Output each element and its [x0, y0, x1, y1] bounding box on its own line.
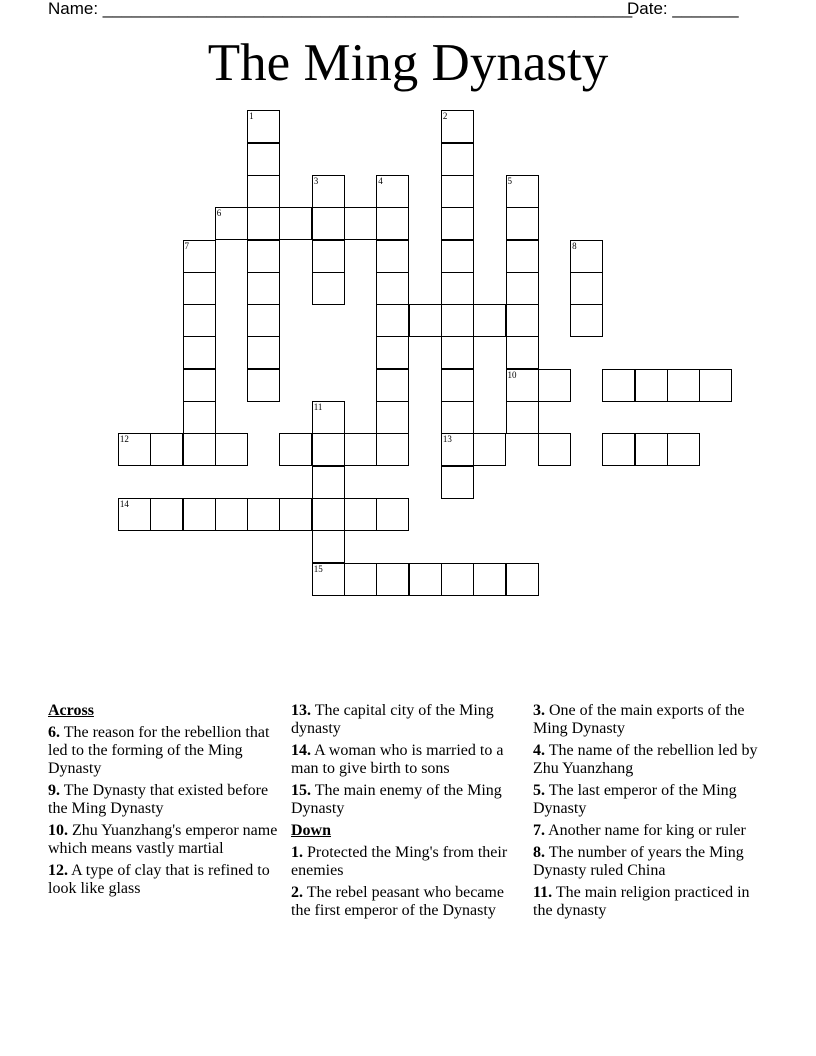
- clue-across-15: [291, 782, 527, 818]
- clue-number-label: 6: [216, 208, 222, 219]
- grid-cell[interactable]: [506, 175, 539, 208]
- grid-cell[interactable]: [247, 110, 280, 143]
- grid-cell[interactable]: [247, 498, 280, 531]
- grid-cell[interactable]: [247, 240, 280, 273]
- grid-cell[interactable]: [150, 498, 183, 531]
- grid-cell[interactable]: [473, 304, 506, 337]
- grid-cell[interactable]: [635, 433, 668, 466]
- clue-number-label: 8: [572, 240, 577, 251]
- grid-cell[interactable]: [312, 207, 345, 240]
- grid-cell[interactable]: [441, 240, 474, 273]
- grid-cell[interactable]: [247, 207, 280, 240]
- clue-number-label: 7: [184, 240, 189, 251]
- clue-column-2: [291, 702, 527, 924]
- clue-number: 12.: [48, 862, 68, 879]
- grid-cell[interactable]: [376, 336, 409, 369]
- clue-number-label: 5: [507, 175, 512, 186]
- grid-cell[interactable]: [312, 272, 345, 305]
- grid-cell[interactable]: [376, 207, 409, 240]
- grid-cell[interactable]: [247, 143, 280, 176]
- grid-cell[interactable]: [183, 272, 216, 305]
- grid-cell[interactable]: [570, 304, 603, 337]
- grid-cell[interactable]: [247, 272, 280, 305]
- grid-cell[interactable]: [312, 175, 345, 208]
- grid-cell[interactable]: [473, 563, 506, 596]
- clue-down-8: [533, 844, 769, 880]
- clue-down-2: [291, 884, 527, 920]
- clue-number: 8.: [533, 844, 545, 861]
- grid-cell[interactable]: [506, 369, 539, 402]
- grid-cell[interactable]: [247, 304, 280, 337]
- clue-number-label: 10: [507, 369, 517, 380]
- name-field[interactable]: Name: ________________________________________________________: [48, 0, 633, 18]
- grid-cell[interactable]: [667, 369, 700, 402]
- grid-cell[interactable]: [215, 498, 248, 531]
- grid-cell[interactable]: [215, 433, 248, 466]
- clue-number-label: 3: [313, 175, 319, 186]
- grid-cell[interactable]: [183, 336, 216, 369]
- grid-cell[interactable]: [376, 272, 409, 305]
- clue-across-13: [291, 702, 527, 738]
- clue-number: 2.: [291, 884, 303, 901]
- grid-cell[interactable]: [441, 143, 474, 176]
- grid-cell[interactable]: [247, 369, 280, 402]
- clue-across-9: [48, 782, 284, 818]
- clue-text: Protected the Ming's from their enemies: [291, 844, 508, 879]
- clue-number-label: 13: [442, 434, 452, 445]
- grid-cell[interactable]: [247, 336, 280, 369]
- clue-number: 11.: [533, 884, 553, 901]
- grid-cell[interactable]: [279, 498, 312, 531]
- clue-text: Zhu Yuanzhang's emperor name which means vastly martial: [48, 822, 278, 857]
- grid-cell[interactable]: [118, 433, 151, 466]
- grid-cell[interactable]: [441, 563, 474, 596]
- clue-number-label: 11: [313, 402, 323, 412]
- grid-cell[interactable]: [376, 563, 409, 596]
- grid-cell[interactable]: [312, 530, 345, 563]
- clue-number: 7.: [533, 822, 545, 839]
- grid-cell[interactable]: [118, 498, 151, 531]
- grid-cell[interactable]: [344, 207, 377, 240]
- clue-down-3: [533, 702, 769, 738]
- clue-down-1: [291, 844, 527, 880]
- clue-number-label: 14: [119, 498, 129, 509]
- clue-number: 1.: [291, 844, 303, 861]
- grid-cell[interactable]: [441, 369, 474, 402]
- clue-text: One of the main exports of the Ming Dynasty: [533, 702, 745, 737]
- grid-cell[interactable]: [376, 240, 409, 273]
- clue-column-3: [533, 702, 769, 924]
- grid-cell[interactable]: [312, 433, 345, 466]
- clue-text: The main religion practiced in the dynasty: [533, 884, 750, 919]
- clue-number-label: 4: [378, 175, 383, 186]
- clue-number: 3.: [533, 702, 545, 719]
- clue-down-5: [533, 782, 769, 818]
- grid-cell[interactable]: [183, 369, 216, 402]
- clue-text: The last emperor of the Ming Dynasty: [533, 782, 737, 817]
- clue-across-14: [291, 742, 527, 778]
- grid-cell[interactable]: [570, 272, 603, 305]
- clue-number: 4.: [533, 742, 545, 759]
- grid-cell[interactable]: [183, 498, 216, 531]
- grid-cell[interactable]: [506, 401, 539, 434]
- grid-cell[interactable]: [506, 240, 539, 273]
- clue-number-label: 1: [249, 111, 254, 122]
- grid-cell[interactable]: [376, 369, 409, 402]
- clue-number: 15.: [291, 782, 311, 799]
- date-field[interactable]: Date: _______: [627, 0, 739, 18]
- clue-number: 9.: [48, 782, 60, 799]
- grid-cell[interactable]: [441, 433, 474, 466]
- grid-cell[interactable]: [183, 433, 216, 466]
- grid-cell[interactable]: [441, 272, 474, 305]
- grid-cell[interactable]: [635, 369, 668, 402]
- grid-cell[interactable]: [344, 433, 377, 466]
- grid-cell[interactable]: [376, 175, 409, 208]
- clue-text: The reason for the rebellion that led to the forming of the Ming Dynasty: [48, 724, 270, 777]
- grid-cell[interactable]: [183, 401, 216, 434]
- grid-cell[interactable]: [376, 433, 409, 466]
- grid-cell[interactable]: [312, 240, 345, 273]
- across-heading: Across: [48, 702, 94, 719]
- grid-cell[interactable]: [506, 207, 539, 240]
- grid-cell[interactable]: [344, 498, 377, 531]
- clue-text: The main enemy of the Ming Dynasty: [291, 782, 502, 817]
- grid-cell[interactable]: [312, 563, 345, 596]
- clue-text: The capital city of the Ming dynasty: [291, 702, 494, 737]
- grid-cell[interactable]: [344, 563, 377, 596]
- clue-text: The number of years the Ming Dynasty ruled China: [533, 844, 744, 879]
- grid-cell[interactable]: [312, 498, 345, 531]
- grid-cell[interactable]: [602, 433, 635, 466]
- grid-cell[interactable]: [441, 304, 474, 337]
- grid-cell[interactable]: [376, 304, 409, 337]
- clue-text: The Dynasty that existed before the Ming Dynasty: [48, 782, 269, 817]
- grid-cell[interactable]: [312, 401, 345, 434]
- grid-cell[interactable]: [409, 563, 442, 596]
- grid-cell[interactable]: [441, 207, 474, 240]
- grid-cell[interactable]: [279, 433, 312, 466]
- grid-cell[interactable]: [376, 401, 409, 434]
- grid-cell[interactable]: [279, 207, 312, 240]
- grid-cell[interactable]: [441, 336, 474, 369]
- grid-cell[interactable]: [506, 336, 539, 369]
- clue-number: 5.: [533, 782, 545, 799]
- grid-cell[interactable]: [312, 466, 345, 499]
- clue-text: The name of the rebellion led by Zhu Yuanzhang: [533, 742, 758, 777]
- grid-cell[interactable]: [376, 498, 409, 531]
- grid-cell[interactable]: [602, 369, 635, 402]
- clue-number: 10.: [48, 822, 68, 839]
- clue-text: A woman who is married to a man to give birth to sons: [291, 742, 504, 777]
- down-heading: Down: [291, 822, 332, 839]
- grid-cell[interactable]: [699, 369, 732, 402]
- grid-cell[interactable]: [441, 466, 474, 499]
- grid-cell[interactable]: [538, 369, 571, 402]
- clue-text: The rebel peasant who became the first emperor of the Dynasty: [291, 884, 504, 919]
- grid-cell[interactable]: [183, 240, 216, 273]
- grid-cell[interactable]: [441, 175, 474, 208]
- clue-across-10: [48, 822, 284, 858]
- grid-cell[interactable]: [183, 304, 216, 337]
- clue-across-6: [48, 724, 284, 778]
- clue-down-11: [533, 884, 769, 920]
- page-title: The Ming Dynasty: [207, 34, 609, 92]
- clue-text: A type of clay that is refined to look like glass: [48, 862, 270, 897]
- grid-cell[interactable]: [441, 401, 474, 434]
- grid-cell[interactable]: [215, 207, 248, 240]
- clue-down-7: [533, 822, 769, 840]
- grid-cell[interactable]: [570, 240, 603, 273]
- clue-column-1: [48, 702, 284, 902]
- grid-cell[interactable]: [538, 433, 571, 466]
- clue-down-4: [533, 742, 769, 778]
- grid-cell[interactable]: [667, 433, 700, 466]
- grid-cell[interactable]: [441, 110, 474, 143]
- grid-cell[interactable]: [247, 175, 280, 208]
- clue-number: 13.: [291, 702, 311, 719]
- clue-number-label: 2: [442, 111, 448, 122]
- grid-cell[interactable]: [150, 433, 183, 466]
- grid-cell[interactable]: [506, 563, 539, 596]
- clue-number-label: 15: [313, 563, 323, 574]
- grid-cell[interactable]: [506, 272, 539, 305]
- clue-text: Another name for king or ruler: [548, 822, 746, 839]
- grid-cell[interactable]: [409, 304, 442, 337]
- grid-cell[interactable]: [473, 433, 506, 466]
- grid-cell[interactable]: [506, 304, 539, 337]
- clue-number: 6.: [48, 724, 60, 741]
- clue-number-label: 12: [119, 434, 129, 445]
- clue-number: 14.: [291, 742, 311, 759]
- clue-across-12: [48, 862, 284, 898]
